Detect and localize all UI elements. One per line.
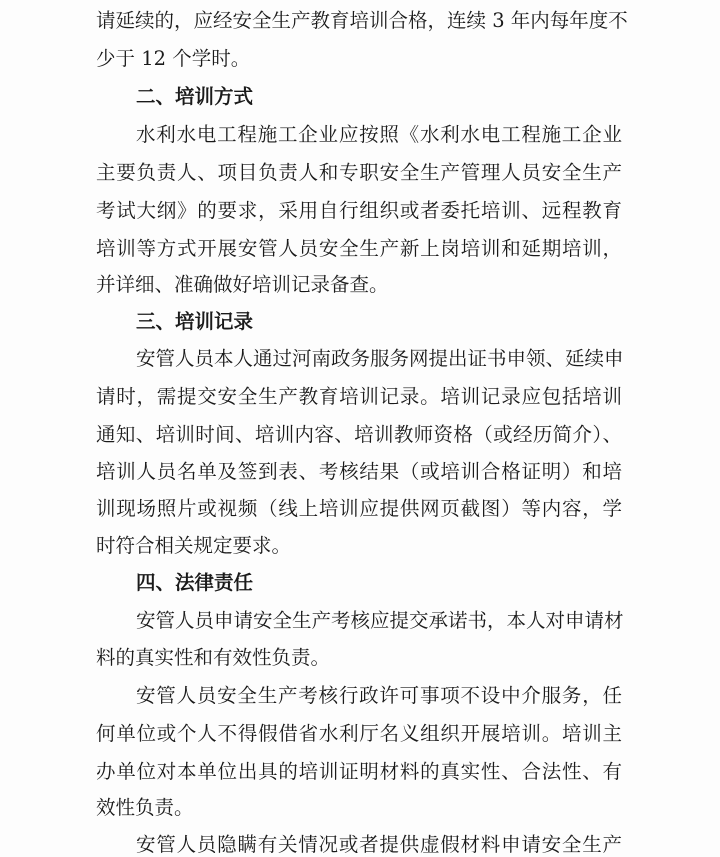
text-line: 培训人员名单及签到表、考核结果（或培训合格证明）和培: [96, 460, 622, 483]
text-line: 安管人员申请安全生产考核应提交承诺书，本人对申请材: [136, 609, 624, 632]
text-line: 办单位对本单位出具的培训证明材料的真实性、合法性、有: [96, 760, 622, 783]
text-line: 训现场照片或视频（线上培训应提供网页截图）等内容，学: [96, 497, 622, 520]
text-line: 并详细、准确做好培训记录备查。: [96, 273, 389, 296]
text-line: 何单位或个人不得假借省水利厅名义组织开展培训。培训主: [96, 722, 622, 745]
text-line: 安管人员本人通过河南政务服务网提出证书申领、延续申: [136, 347, 624, 370]
text-line: 主要负责人、项目负责人和专职安全生产管理人员安全生产: [96, 161, 622, 184]
text-line: 水利水电工程施工企业应按照《水利水电工程施工企业: [136, 123, 622, 146]
text-line: 考试大纲》的要求，采用自行组织或者委托培训、远程教育: [96, 199, 622, 222]
text-line: 通知、培训时间、培训内容、培训教师资格（或经历简介）、: [96, 423, 622, 446]
text-line: 请延续的，应经安全生产教育培训合格，连续 3 年内每年度不: [96, 9, 628, 32]
text-line: 安管人员安全生产考核行政许可事项不设中介服务，任: [136, 684, 622, 707]
text-line: 少于 12 个学时。: [96, 47, 251, 70]
section-heading-training-records: 三、培训记录: [136, 310, 254, 333]
text-line: 请时，需提交安全生产教育培训记录。培训记录应包括培训: [96, 385, 622, 408]
section-heading-legal-liability: 四、法律责任: [136, 571, 254, 594]
text-line: 安管人员隐瞒有关情况或者提供虚假材料申请安全生产: [136, 833, 622, 856]
text-line: 料的真实性和有效性负责。: [96, 646, 331, 669]
text-line: 时符合相关规定要求。: [96, 534, 292, 557]
text-line: 培训等方式开展安管人员安全生产新上岗培训和延期培训，: [96, 237, 622, 260]
text-line: 效性负责。: [96, 796, 194, 819]
section-heading-training-method: 二、培训方式: [136, 85, 254, 108]
